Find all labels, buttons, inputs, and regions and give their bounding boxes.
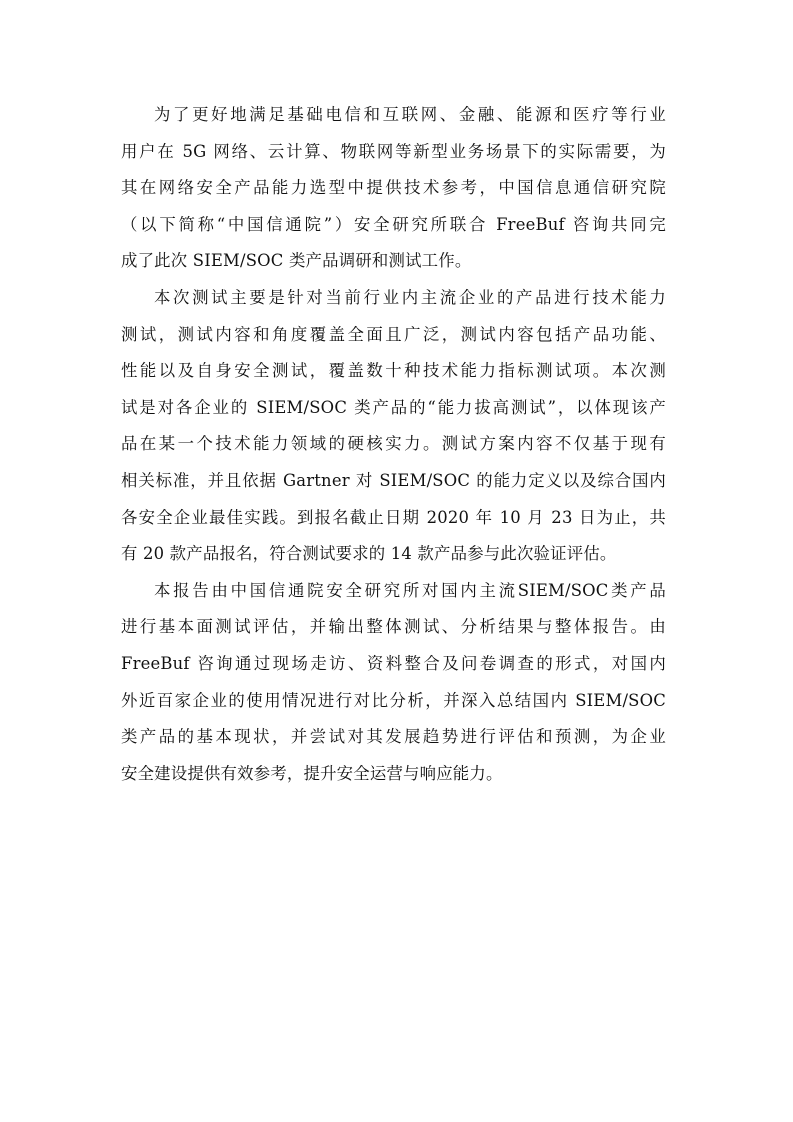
paragraph-line: 试是对各企业的 SIEM/SOC 类产品的“能力拔高测试”，以体现该产 — [121, 397, 666, 417]
paragraph-line: 本次测试主要是针对当前行业内主流企业的产品进行技术能力 — [154, 287, 666, 307]
paragraph-line: 为了更好地满足基础电信和互联网、金融、能源和医疗等行业 — [154, 105, 666, 124]
body-text — [121, 97, 666, 792]
paragraph-line: 用户在 5G 网络、云计算、物联网等新型业务场景下的实际需要，为 — [121, 141, 666, 161]
paragraph-line: 品在某一个技术能力领域的硬核实力。测试方案内容不仅基于现有 — [121, 434, 666, 454]
paragraph-line: 进行基本面测试评估，并输出整体测试、分析结果与整体报告。由 — [121, 617, 666, 637]
paragraph-line: 外近百家企业的使用情况进行对比分析，并深入总结国内 SIEM/SOC — [121, 690, 666, 710]
paragraph-1 — [121, 97, 666, 280]
paragraph-line: 相关标准，并且依据 Gartner 对 SIEM/SOC 的能力定义以及综合国内 — [121, 470, 666, 490]
paragraph-line: 成了此次 SIEM/SOC 类产品调研和测试工作。 — [121, 251, 472, 271]
paragraph-line: 安全建设提供有效参考，提升安全运营与响应能力。 — [121, 763, 503, 783]
paragraph-line: 性能以及自身安全测试，覆盖数十种技术能力指标测试项。本次测 — [121, 361, 666, 381]
paragraph-line: （以下简称“中国信通院”）安全研究所联合 FreeBuf 咨询共同完 — [121, 214, 666, 234]
paragraph-line: 本报告由中国信通院安全研究所对国内主流SIEM/SOC类产品 — [154, 580, 666, 600]
paragraph-line: FreeBuf 咨询通过现场走访、资料整合及问卷调查的形式，对国内 — [121, 653, 666, 673]
paragraph-line: 有 20 款产品报名，符合测试要求的 14 款产品参与此次验证评估。 — [121, 544, 617, 564]
paragraph-line: 类产品的基本现状，并尝试对其发展趋势进行评估和预测，为企业 — [121, 727, 666, 747]
paragraph-line: 测试，测试内容和角度覆盖全面且广泛，测试内容包括产品功能、 — [121, 324, 666, 344]
paragraph-2 — [121, 280, 666, 573]
paragraph-3 — [121, 573, 666, 793]
paragraph-line: 其在网络安全产品能力选型中提供技术参考，中国信息通信研究院 — [121, 178, 666, 198]
paragraph-line: 各安全企业最佳实践。到报名截止日期 2020 年 10 月 23 日为止，共 — [121, 507, 666, 527]
